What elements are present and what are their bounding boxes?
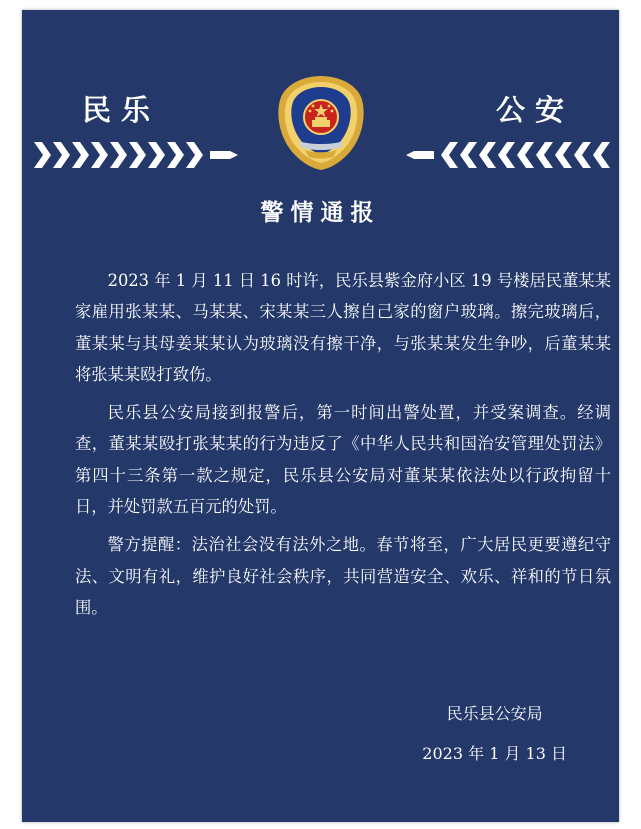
notice-panel (22, 10, 619, 822)
police-emblem-icon (275, 73, 367, 173)
chevron-band-left-icon (32, 138, 250, 172)
signature-block (422, 694, 567, 774)
paragraph-investigation: 民乐县公安局接到报警后，第一时间出警处置，并受案调查。经调查，董某某殴打张某某的行为违反了《中华人民共和国治安管理处罚法》第四十三条第一款之规定，民乐县公安局对董某某依法处以行政拘留十日，并处罚款五百元的处罚。 (75, 403, 611, 517)
signature-org: 民乐县公安局 (446, 704, 543, 723)
paragraph-reminder: 警方提醒：法治社会没有法外之地。春节将至，广大居民更要遵纪守法、文明有礼，维护良好社会秩序，共同营造安全、欢乐、祥和的节日氛围。 (75, 535, 611, 617)
signature-date: 2023 年 1 月 13 日 (422, 744, 567, 763)
brand-right: 公安 (496, 93, 575, 127)
paragraph-incident: 2023 年 1 月 11 日 16 时许，民乐县紫金府小区 19 号楼居民董某某家雇用张某某、马某某、宋某某三人擦自己家的窗户玻璃。擦完玻璃后，董某某与其母姜某某认为玻璃没有擦干净，与张某某发生争吵，后董某某将张某某殴打致伤。 (75, 271, 611, 384)
chevron-band-right-icon (394, 138, 612, 172)
brand-left: 民乐 (82, 93, 161, 127)
page-title: 警情通报 (260, 200, 381, 226)
notice-body (75, 265, 611, 630)
